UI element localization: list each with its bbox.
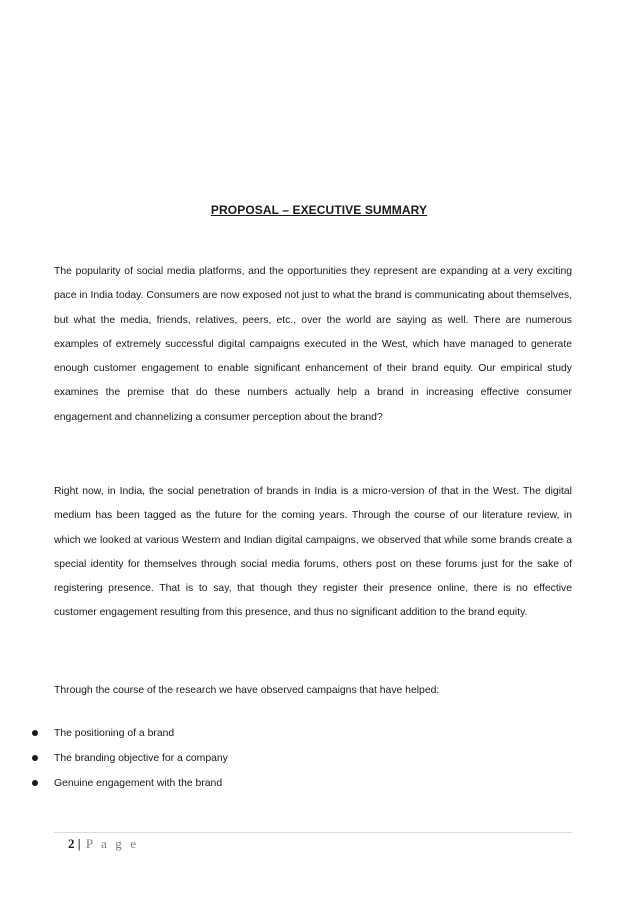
bullet-text: The positioning of a brand: [54, 728, 175, 739]
bullet-icon: [32, 780, 38, 786]
list-item: [0, 771, 638, 796]
footer-divider: [54, 832, 572, 833]
page-footer: [68, 834, 139, 854]
section-heading: PROPOSAL – EXECUTIVE SUMMARY: [210, 203, 428, 217]
bullet-text: Genuine engagement with the brand: [54, 778, 223, 789]
paragraph-research-lead-in: Through the course of the research we have observed campaigns that have helped:: [54, 685, 440, 696]
page-number: 2: [68, 836, 75, 851]
footer-separator: |: [77, 836, 81, 851]
bullet-list: [0, 721, 638, 796]
bullet-icon: [32, 730, 38, 736]
page-label: P a g e: [85, 836, 139, 851]
list-item: [0, 746, 638, 771]
paragraph-intro: The popularity of social media platforms, and the opportunities they represent are expanding at a very exciting pace in India today. Consumers are now exposed not just to what the brand is communicating about themselves, but what the media, friends, relatives, peers, etc., over the world are saying as well. There are numerous examples of extremely successful digital campaigns executed in the West, which have managed to generate enough customer engagement to enable significant enhancement of their brand equity. Our empirical study examines the premise that do these numbers actually help a brand in increasing effective consumer engagement and channelizing a consumer perception about the brand?: [54, 266, 572, 423]
paragraph-india-context: Right now, in India, the social penetration of brands in India is a micro-version of that in the West. The digital medium has been tagged as the future for the coming years. Through the course of our literature review, in which we looked at various Western and Indian digital campaigns, we observed that while some brands create a special identity for themselves through social media forums, others post on these forums just for the sake of registering presence. That is to say, that though they register their presence online, there is no effective customer engagement resulting from this presence, and thus no significant addition to the brand equity.: [54, 486, 572, 619]
list-item: [0, 721, 638, 746]
bullet-icon: [32, 755, 38, 761]
bullet-text: The branding objective for a company: [54, 753, 228, 764]
